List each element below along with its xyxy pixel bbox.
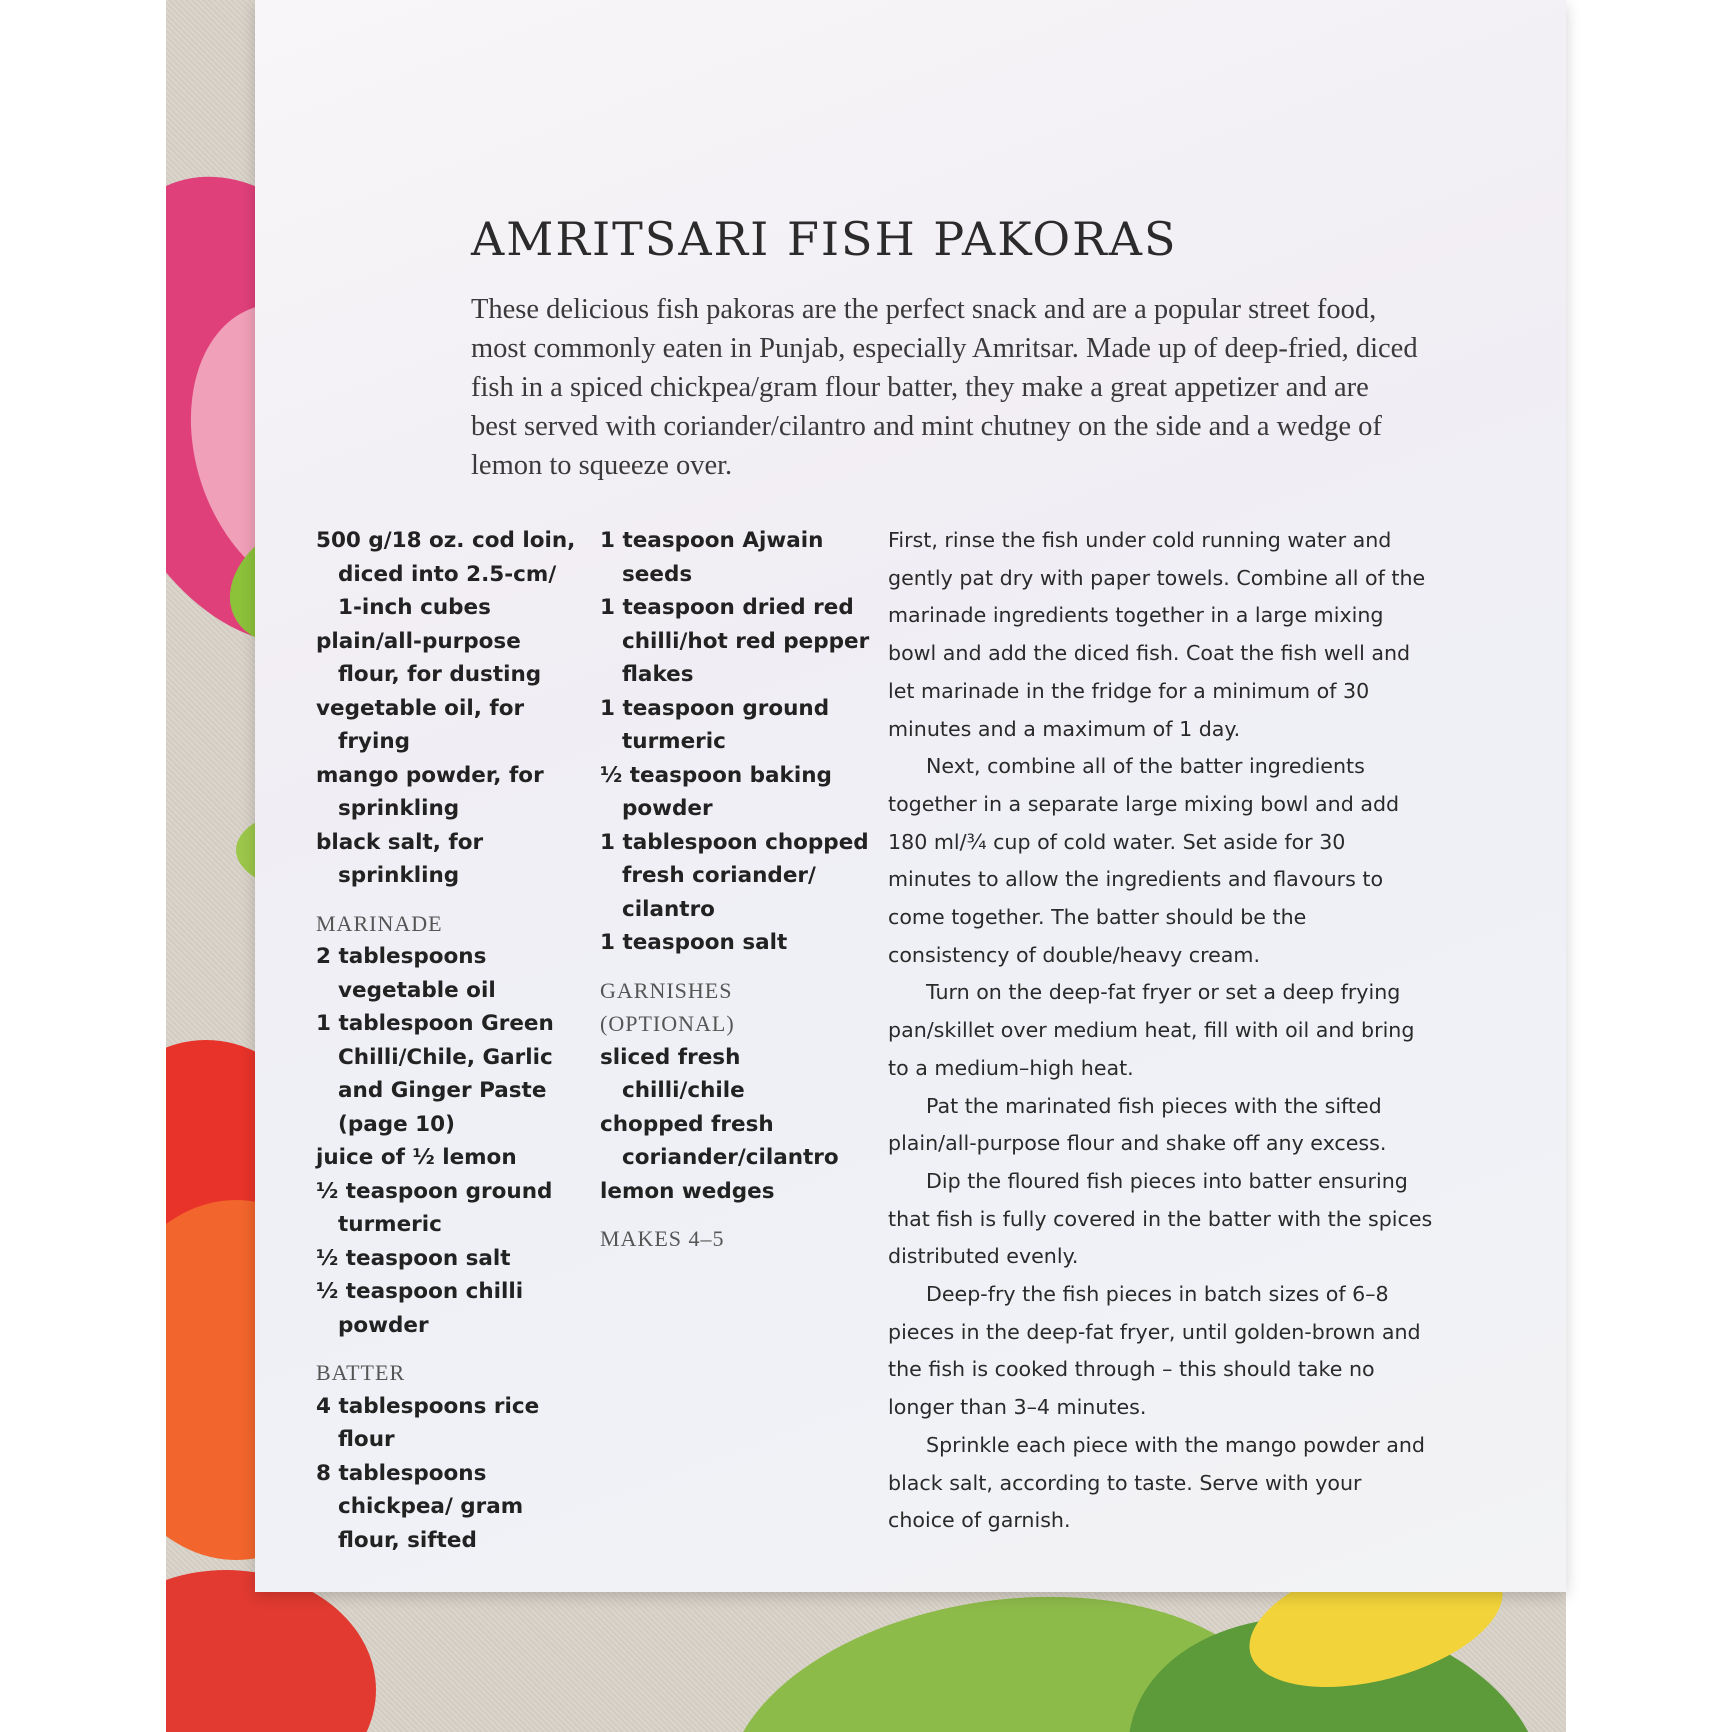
ingredient-item: 1 teaspoon dried red chilli/hot red pepper flakes: [600, 595, 870, 687]
ingredient-item: vegetable oil, for frying: [316, 695, 525, 754]
garnishes-list: [600, 1041, 870, 1209]
ingredient-item: ½ teaspoon ground turmeric: [316, 1178, 553, 1237]
ingredient-item: 1 teaspoon ground turmeric: [600, 695, 830, 754]
ingredient-item: 4 tablespoons rice flour: [316, 1393, 540, 1452]
method-step: Turn on the deep-fat fryer or set a deep frying pan/skillet over medium heat, fill with oil and bring to a medium–high heat.: [888, 980, 1415, 1080]
ingredient-item: 1 tablespoon chopped fresh coriander/ cilantro: [600, 829, 869, 922]
method-step: First, rinse the fish under cold running water and gently pat dry with paper towels. Combine all of the marinade ingredients together in a large mixing bowl and add the diced fish. Coat the fish well and let marinade in the fridge for a minimum of 30 minutes and a maximum of 1 day.: [888, 528, 1426, 741]
method-step: Dip the floured fish pieces into batter ensuring that fish is fully covered in the batter with the spices distributed evenly.: [888, 1168, 1433, 1269]
method-step: Pat the marinated fish pieces with the sifted plain/all-purpose flour and shake off any excess.: [888, 1093, 1387, 1156]
garnish-item: sliced fresh chilli/chile: [600, 1044, 745, 1103]
method-step: Sprinkle each piece with the mango powder and black salt, according to taste. Serve with your choice of garnish.: [888, 1432, 1426, 1533]
garnishes-heading: GARNISHES (OPTIONAL): [600, 977, 735, 1036]
marinade-ingredients-list: [316, 940, 586, 1342]
ingredient-item: 500 g/18 oz. cod loin, diced into 2.5-cm/ 1-inch cubes: [316, 528, 576, 620]
ingredients-column-2: [600, 524, 870, 1256]
garnish-item: chopped fresh coriander/cilantro: [600, 1111, 839, 1170]
ingredient-item: ½ teaspoon salt: [316, 1245, 511, 1271]
batter-ingredients-list-part-2: [600, 524, 870, 960]
red-embroidered-flower: [166, 1570, 376, 1732]
ingredient-item: black salt, for sprinkling: [316, 829, 484, 888]
ingredient-item: juice of ½ lemon: [316, 1145, 517, 1170]
batter-heading: BATTER: [316, 1360, 406, 1385]
method-steps: [888, 522, 1433, 1540]
ingredient-item: plain/all-purpose flour, for dusting: [316, 628, 542, 687]
ingredient-item: mango powder, for sprinkling: [316, 762, 544, 821]
marinade-heading: MARINADE: [316, 910, 443, 936]
ingredient-item: 1 tablespoon Green Chilli/Chile, Garlic and Ginger Paste (page 10): [316, 1011, 554, 1137]
method-step: Deep-fry the fish pieces in batch sizes of 6–8 pieces in the deep-fat fryer, until golden-brown and the fish is cooked through – this should take no longer than 3–4 minutes.: [888, 1282, 1421, 1420]
main-ingredients-list: [316, 524, 586, 893]
ingredient-item: 8 tablespoons chickpea/ gram flour, sifted: [316, 1460, 524, 1553]
method-step: Next, combine all of the batter ingredients together in a separate large mixing bowl and add 180 ml/¾ cup of cold water. Set aside for 30 minutes to allow the ingredients and flavours to come together. The batter should be the consistency of double/heavy cream.: [888, 754, 1400, 967]
ingredient-item: 1 teaspoon salt: [600, 930, 788, 955]
ingredients-column-1: [316, 524, 586, 1557]
ingredient-item: ½ teaspoon baking powder: [600, 762, 832, 821]
makes-yield: MAKES 4–5: [600, 1226, 725, 1251]
ingredient-item: 1 teaspoon Ajwain seeds: [600, 528, 824, 587]
ingredient-item: ½ teaspoon chilli powder: [316, 1279, 524, 1338]
ingredient-item: 2 tablespoons vegetable oil: [316, 944, 496, 1003]
recipe-title: AMRITSARI FISH PAKORAS: [471, 212, 1178, 266]
garnish-item: lemon wedges: [600, 1178, 775, 1204]
batter-ingredients-list-part-1: [316, 1390, 586, 1558]
recipe-intro: These delicious fish pakoras are the perfect snack and are a popular street food, most commonly eaten in Punjab, especially Amritsar. Made up of deep-fried, diced fish in a spiced chickpea/gram flour batter, they make a great appetizer and are best served with coriander/cilantro and mint chutney on the side and a wedge of lemon to squeeze over.: [471, 294, 1418, 481]
